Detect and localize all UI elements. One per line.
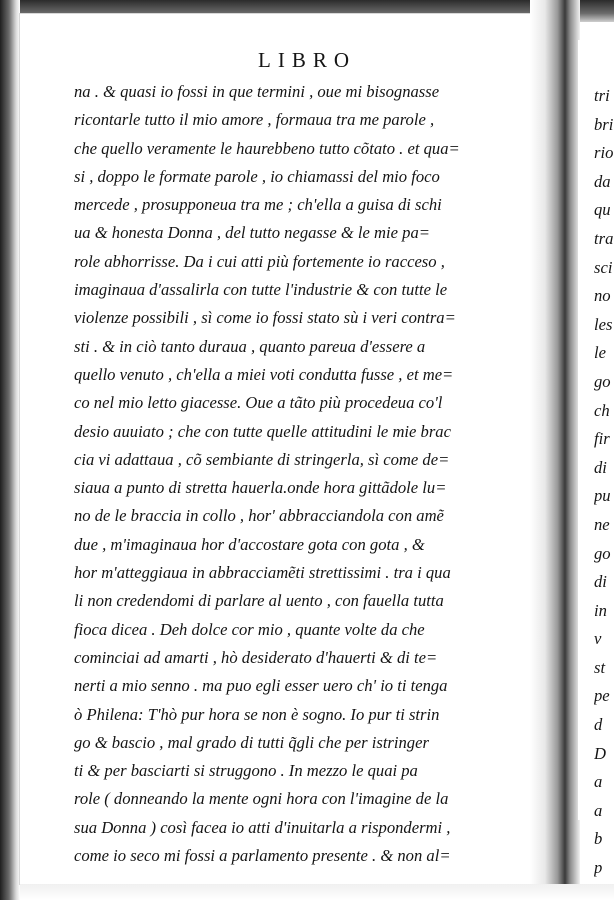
text-line: come io seco mi fossi a parlamento presente . & non al=	[74, 846, 451, 866]
text-line: ò Philena: T'hò pur hora se non è sogno. Io pur ti strin	[74, 704, 440, 724]
main-text-block	[74, 78, 526, 870]
facing-page-fragment: di	[594, 572, 607, 592]
text-line: role abhorrisse. Da i cui atti più fortemente io racceso ,	[74, 251, 445, 271]
facing-page-fragment: bri	[594, 114, 614, 134]
text-line: mercede , prosupponeua tra me ; ch'ella a guisa di schi	[74, 195, 442, 215]
facing-page-fragment: no	[594, 286, 611, 306]
facing-page-fragment: di	[594, 457, 607, 477]
text-line: che quello veramente le haurebbeno tutto cõtato . et qua=	[74, 138, 460, 158]
facing-page-fragment: go	[594, 543, 611, 563]
scan-edge-bottom	[20, 884, 614, 900]
text-line: nerti a mio senno . ma puo egli esser uero ch' io ti tenga	[74, 676, 448, 696]
facing-page-fragment: pu	[594, 486, 611, 506]
facing-page-fragment: v	[594, 629, 602, 649]
text-line: imaginaua d'assalirla con tutte l'industrie & con tutte le	[74, 280, 448, 300]
text-line: si , doppo le formate parole , io chiamassi del mio foco	[74, 166, 440, 186]
text-line: sti . & in ciò tanto duraua , quanto pareua d'essere a	[74, 336, 426, 356]
facing-page-fragment: a	[594, 772, 603, 792]
facing-page-fragment: qu	[594, 200, 611, 220]
facing-page-fragment: p	[594, 858, 603, 878]
text-line: na . & quasi io fossi in que termini , oue mi bisognasse	[74, 82, 440, 101]
text-line: violenze possibili , sì come io fossi stato sù i veri contra=	[74, 308, 456, 328]
facing-page-fragment: tri	[594, 86, 610, 105]
text-line: li non credendomi di parlare al uento , con fauella tutta	[74, 591, 444, 611]
facing-page-fragment: tra	[594, 228, 614, 248]
text-line: role ( donneando la mente ogni hora con l'imagine de la	[74, 789, 449, 809]
facing-page-fragment: fir	[594, 429, 610, 449]
text-line: hor m'atteggiaua in abbracciamẽti strettissimi . tra i qua	[74, 563, 451, 583]
text-line: ricontarle tutto il mio amore , formaua tra me parole ,	[74, 110, 435, 130]
facing-page-fragment: b	[594, 829, 603, 849]
facing-page-fragment: ch	[594, 400, 610, 420]
facing-page-fragment: rio	[594, 143, 614, 163]
facing-page-fragment: go	[594, 371, 611, 391]
text-line: ti & per basciarti si struggono . In mezzo le quai pa	[74, 761, 418, 781]
text-line: no de le braccia in collo , hor' abbracciandola con amẽ	[74, 506, 444, 526]
text-line: siaua a punto di stretta hauerla.onde hora gittãdole lu=	[74, 478, 447, 498]
facing-page-fragment: a	[594, 800, 603, 820]
facing-page-fragment: sci	[594, 257, 613, 277]
text-line: sua Donna ) così facea io atti d'inuitarla a rispondermi ,	[74, 817, 451, 837]
facing-page-text	[594, 82, 614, 883]
facing-page-fragment: pe	[594, 686, 610, 706]
facing-page-fragment: D	[594, 743, 606, 763]
scan-edge-left	[0, 0, 20, 900]
text-line: ua & honesta Donna , del tutto negasse & le mie pa=	[74, 223, 430, 243]
text-line: cia vi adattaua , cõ sembiante di stringerla, sì come de=	[74, 449, 450, 469]
text-line: cominciai ad amarti , hò desiderato d'hauerti & di te=	[74, 647, 438, 667]
text-line: desio auuiato ; che con tutte quelle attitudini le mie brac	[74, 421, 451, 441]
running-head: LIBRO	[258, 48, 356, 72]
facing-page-fragment: les	[594, 314, 613, 334]
text-line: go & bascio , mal grado di tutti q̃gli che per istringer	[74, 732, 429, 752]
text-line: quello venuto , ch'ella a miei voti condutta fusse , et me=	[74, 364, 454, 384]
book-binding	[530, 0, 580, 900]
facing-page-fragment: d	[594, 715, 603, 735]
text-line: co nel mio letto giacesse. Oue a tãto più procedeua co'l	[74, 393, 443, 413]
text-line: due , m'imaginaua hor d'accostare gota con gota , &	[74, 534, 425, 554]
facing-page-fragment: le	[594, 343, 606, 363]
facing-page-fragment: st	[594, 657, 606, 677]
facing-page-fragment: ne	[594, 514, 610, 534]
facing-page-fragment: da	[594, 171, 611, 191]
text-line: fioca dicea . Deh dolce cor mio , quante volte da che	[74, 619, 425, 639]
facing-page-fragment: in	[594, 600, 607, 620]
